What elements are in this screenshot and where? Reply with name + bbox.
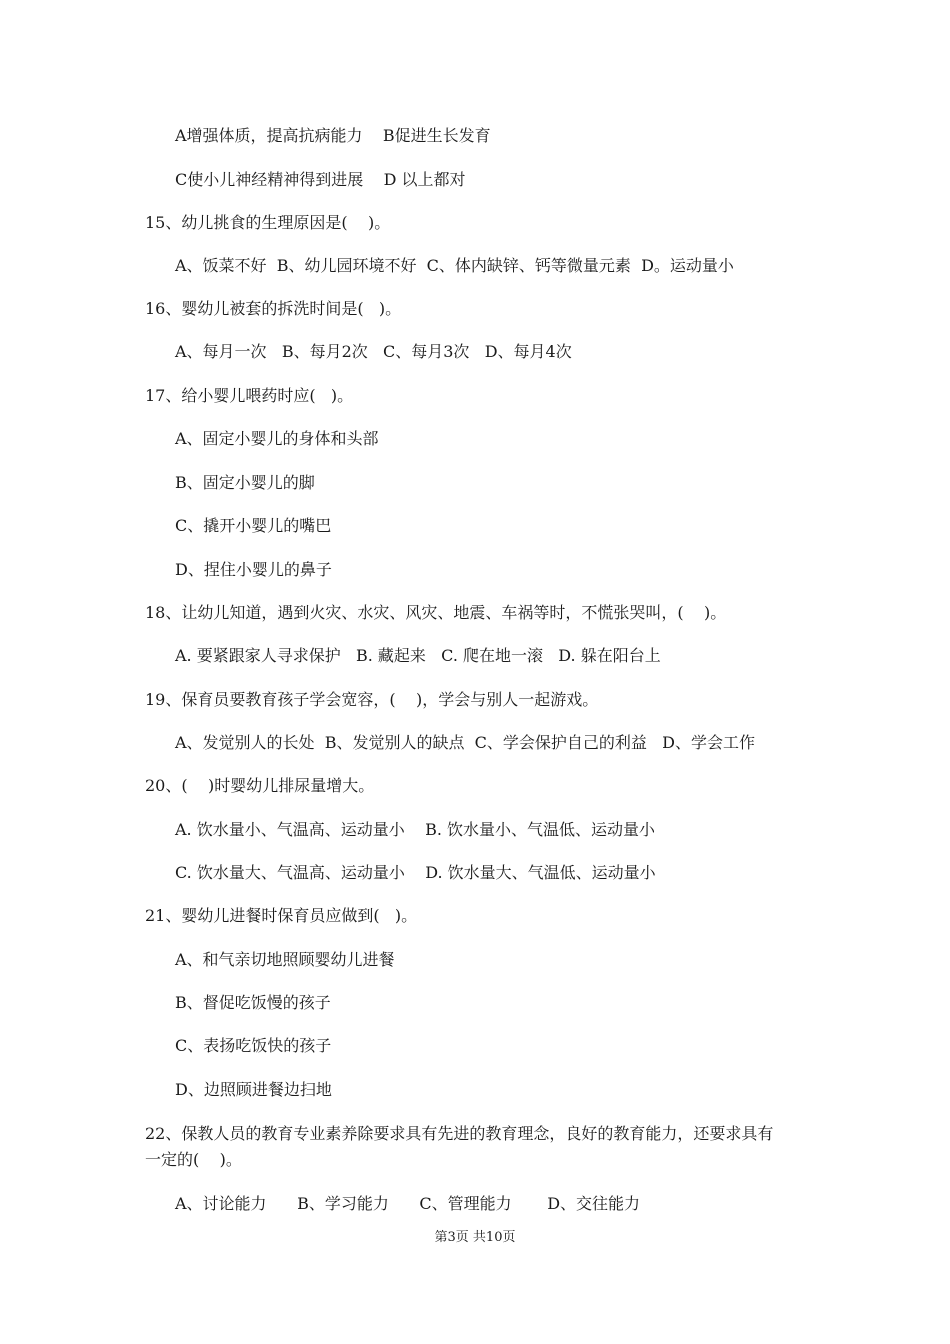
option-text: A. 要紧跟家人寻求保护 B. 藏起来 C. 爬在地一滚 D. 躲在阳台上: [175, 646, 661, 665]
question-text: 17、给小婴儿喂药时应( )。: [145, 386, 354, 405]
option-text: C. 饮水量大、气温高、运动量小 D. 饮水量大、气温低、运动量小: [175, 863, 656, 882]
option-text: A、发觉别人的长处 B、发觉别人的缺点 C、学会保护自己的利益 D、学会工作: [175, 733, 755, 752]
option-text: A、讨论能力 B、学习能力 C、管理能力 D、交往能力: [175, 1194, 641, 1213]
option-text: A. 饮水量小、气温高、运动量小 B. 饮水量小、气温低、运动量小: [175, 820, 656, 839]
question-text: 18、让幼儿知道，遇到火灾、水灾、风灾、地震、车祸等时，不慌张哭叫，( )。: [145, 603, 727, 622]
option-text: C、撬开小婴儿的嘴巴: [175, 516, 332, 535]
option-text: A增强体质，提高抗病能力 B促进生长发育: [175, 126, 491, 145]
option-text: A、每月一次 B、每月2次 C、每月3次 D、每月4次: [175, 342, 572, 361]
option-text: B、固定小婴儿的脚: [175, 473, 315, 492]
question-text: 20、( )时婴幼儿排尿量增大。: [145, 776, 375, 795]
question-text: 19、保育员要教育孩子学会宽容，( )，学会与别人一起游戏。: [145, 690, 599, 709]
option-text: D、边照顾进餐边扫地: [175, 1080, 332, 1099]
option-text: C、表扬吃饭快的孩子: [175, 1036, 332, 1055]
option-text: A、和气亲切地照顾婴幼儿进餐: [175, 950, 395, 969]
option-text: A、固定小婴儿的身体和头部: [175, 429, 379, 448]
option-text: B、督促吃饭慢的孩子: [175, 993, 331, 1012]
page-footer: 第3页 共10页: [434, 1230, 516, 1245]
option-text: A、饭菜不好 B、幼儿园环境不好 C、体内缺锌、钙等微量元素 D。运动量小: [175, 256, 734, 275]
question-text: 22、保教人员的教育专业素养除要求具有先进的教育理念，良好的教育能力，还要求具有: [145, 1124, 774, 1143]
question-text: 16、婴幼儿被套的拆洗时间是( )。: [145, 299, 402, 318]
question-text: 一定的( )。: [145, 1150, 242, 1169]
question-text: 21、婴幼儿进餐时保育员应做到( )。: [145, 906, 418, 925]
option-text: C使小儿神经精神得到进展 D 以上都对: [175, 170, 466, 189]
question-text: 15、幼儿挑食的生理原因是( )。: [145, 213, 391, 232]
option-text: D、捏住小婴儿的鼻子: [175, 560, 332, 579]
